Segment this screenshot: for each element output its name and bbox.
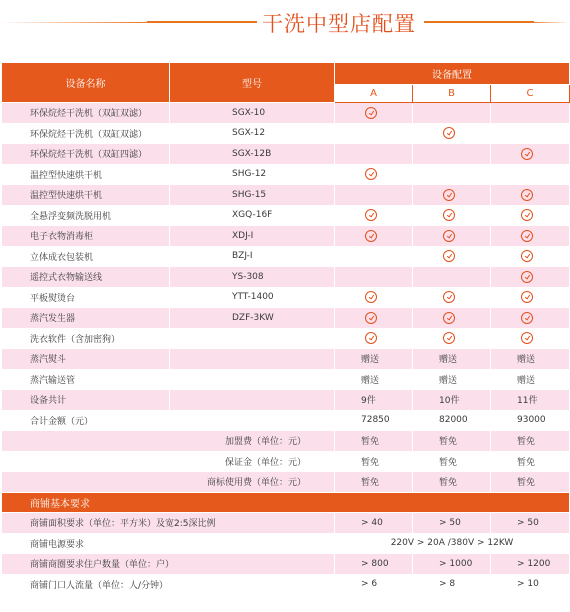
- requirement-value-cell: > 8: [413, 574, 491, 595]
- config-a-cell: [335, 144, 413, 165]
- header-divider-left: [147, 21, 257, 23]
- config-a-cell: [335, 226, 413, 247]
- summary-row: [2, 349, 570, 370]
- config-c-cell: [491, 267, 570, 288]
- config-c-cell: [491, 164, 570, 185]
- equipment-row: [2, 103, 570, 124]
- fee-name-cell: 商标使用费（单位：元）: [2, 472, 335, 493]
- config-b-cell: [413, 185, 491, 206]
- equipment-row: [2, 308, 570, 329]
- header-divider-left-fade: [0, 22, 150, 23]
- config-c-cell: [491, 103, 570, 124]
- empty-model-cell: [170, 410, 335, 431]
- summary-value-cell: 9件: [335, 390, 413, 411]
- config-b-cell: [413, 308, 491, 329]
- check-circle-icon: [365, 291, 377, 303]
- config-a-cell: [335, 103, 413, 124]
- fee-value-cell: 暂免: [491, 472, 570, 493]
- equipment-name-cell: 蒸汽发生器: [2, 308, 170, 329]
- check-circle-icon: [521, 209, 533, 221]
- check-circle-icon: [521, 312, 533, 324]
- config-c-cell: [491, 123, 570, 144]
- summary-value-cell: 93000: [491, 410, 570, 431]
- section-title: 商铺基本要求: [2, 492, 570, 513]
- requirement-value-cell: > 40: [335, 513, 413, 534]
- fee-value-cell: 暂免: [413, 472, 491, 493]
- empty-model-cell: [170, 349, 335, 370]
- check-circle-icon: [521, 271, 533, 283]
- config-b-cell: [413, 103, 491, 124]
- check-circle-icon: [521, 250, 533, 262]
- equipment-row: [2, 246, 570, 267]
- equipment-row: [2, 185, 570, 206]
- config-a-cell: [335, 164, 413, 185]
- summary-value-cell: 赠送: [335, 349, 413, 370]
- requirement-value-cell: > 1000: [413, 554, 491, 575]
- check-circle-icon: [443, 250, 455, 262]
- equipment-name-cell: 洗衣软件（含加密狗）: [2, 328, 170, 349]
- equipment-name-cell: 遥控式衣物输送线: [2, 267, 170, 288]
- equipment-row: [2, 328, 570, 349]
- requirement-row: [2, 554, 570, 575]
- check-circle-icon: [365, 107, 377, 119]
- requirement-name-cell: 商铺商圈要求住户数量（单位：户）: [2, 554, 335, 575]
- config-b-cell: [413, 328, 491, 349]
- model-cell: BZJ-I: [170, 246, 335, 267]
- fee-value-cell: 暂免: [335, 431, 413, 452]
- fee-name-cell: 加盟费（单位：元）: [2, 431, 335, 452]
- summary-name-cell: 蒸汽输送管: [2, 369, 170, 390]
- config-a-cell: [335, 328, 413, 349]
- section-header-row: [2, 492, 570, 513]
- check-circle-icon: [443, 312, 455, 324]
- requirement-row: [2, 533, 570, 554]
- model-cell: SHG-15: [170, 185, 335, 206]
- equipment-name-cell: 环保烷烃干洗机（双缸四滤）: [2, 144, 170, 165]
- requirement-wide-value-cell: 220V > 20A /380V > 12KW: [335, 533, 570, 554]
- check-circle-icon: [521, 189, 533, 201]
- fee-row: [2, 431, 570, 452]
- check-circle-icon: [443, 209, 455, 221]
- model-cell: YS-308: [170, 267, 335, 288]
- summary-value-cell: 赠送: [491, 349, 570, 370]
- model-cell: XDJ-I: [170, 226, 335, 247]
- summary-value-cell: 赠送: [491, 369, 570, 390]
- summary-value-cell: 赠送: [413, 369, 491, 390]
- equipment-name-cell: 环保烷烃干洗机（双缸双滤）: [2, 123, 170, 144]
- check-circle-icon: [521, 230, 533, 242]
- equipment-name-cell: 平板熨烫台: [2, 287, 170, 308]
- check-circle-icon: [365, 332, 377, 344]
- header-config: 设备配置: [335, 63, 570, 85]
- equipment-row: [2, 123, 570, 144]
- check-circle-icon: [365, 312, 377, 324]
- summary-name-cell: 蒸汽熨斗: [2, 349, 170, 370]
- check-circle-icon: [443, 230, 455, 242]
- config-a-cell: [335, 205, 413, 226]
- requirement-value-cell: > 800: [335, 554, 413, 575]
- check-circle-icon: [443, 189, 455, 201]
- fee-name-cell: 保证金（单位：元）: [2, 451, 335, 472]
- page-title: 干洗中型店配置: [262, 12, 416, 36]
- model-cell: YTT-1400: [170, 287, 335, 308]
- check-circle-icon: [443, 332, 455, 344]
- equipment-row: [2, 205, 570, 226]
- config-c-cell: [491, 185, 570, 206]
- requirement-name-cell: 商铺门口人流量（单位：人/分钟）: [2, 574, 335, 595]
- header-divider-right: [424, 21, 534, 23]
- fee-value-cell: 暂免: [491, 451, 570, 472]
- summary-row: [2, 369, 570, 390]
- check-circle-icon: [365, 168, 377, 180]
- config-a-cell: [335, 123, 413, 144]
- model-cell: DZF-3KW: [170, 308, 335, 329]
- empty-model-cell: [170, 390, 335, 411]
- config-b-cell: [413, 123, 491, 144]
- config-c-cell: [491, 246, 570, 267]
- requirement-row: [2, 574, 570, 595]
- equipment-row: [2, 226, 570, 247]
- header-col-a: A: [335, 85, 413, 103]
- header-col-b: B: [413, 85, 491, 103]
- requirement-name-cell: 商铺面积要求（单位：平方米）及宽2:5深比例: [2, 513, 335, 534]
- config-a-cell: [335, 185, 413, 206]
- config-b-cell: [413, 144, 491, 165]
- config-a-cell: [335, 267, 413, 288]
- equipment-name-cell: 温控型快速烘干机: [2, 185, 170, 206]
- summary-value-cell: 10件: [413, 390, 491, 411]
- summary-row: [2, 410, 570, 431]
- check-circle-icon: [521, 148, 533, 160]
- equipment-name-cell: 温控型快速烘干机: [2, 164, 170, 185]
- page-header: [0, 0, 570, 52]
- check-circle-icon: [365, 230, 377, 242]
- equipment-row: [2, 164, 570, 185]
- config-b-cell: [413, 267, 491, 288]
- header-divider-right-fade: [530, 22, 570, 23]
- model-cell: SHG-12: [170, 164, 335, 185]
- model-cell: [170, 328, 335, 349]
- summary-value-cell: 11件: [491, 390, 570, 411]
- config-c-cell: [491, 144, 570, 165]
- model-cell: XGQ-16F: [170, 205, 335, 226]
- fee-value-cell: 暂免: [413, 451, 491, 472]
- summary-value-cell: 赠送: [413, 349, 491, 370]
- summary-row: [2, 390, 570, 411]
- fee-row: [2, 472, 570, 493]
- fee-row: [2, 451, 570, 472]
- header-col-c: C: [491, 85, 570, 103]
- config-b-cell: [413, 205, 491, 226]
- config-a-cell: [335, 246, 413, 267]
- check-circle-icon: [443, 291, 455, 303]
- model-cell: SGX-12B: [170, 144, 335, 165]
- requirement-value-cell: > 6: [335, 574, 413, 595]
- requirement-name-cell: 商铺电源要求: [2, 533, 335, 554]
- config-b-cell: [413, 164, 491, 185]
- equipment-name-cell: 立体成衣包装机: [2, 246, 170, 267]
- config-table: [1, 62, 570, 595]
- equipment-name-cell: 电子衣物消毒柜: [2, 226, 170, 247]
- requirement-value-cell: > 50: [413, 513, 491, 534]
- fee-value-cell: 暂免: [413, 431, 491, 452]
- summary-name-cell: 设备共计: [2, 390, 170, 411]
- config-c-cell: [491, 328, 570, 349]
- equipment-name-cell: 环保烷烃干洗机（双缸双滤）: [2, 103, 170, 124]
- config-c-cell: [491, 308, 570, 329]
- equipment-row: [2, 287, 570, 308]
- summary-value-cell: 72850: [335, 410, 413, 431]
- table-body: [2, 103, 570, 595]
- config-c-cell: [491, 287, 570, 308]
- config-b-cell: [413, 226, 491, 247]
- config-a-cell: [335, 308, 413, 329]
- requirement-value-cell: > 50: [491, 513, 570, 534]
- config-c-cell: [491, 205, 570, 226]
- summary-value-cell: 赠送: [335, 369, 413, 390]
- header-equipment-name: 设备名称: [2, 63, 170, 103]
- config-c-cell: [491, 226, 570, 247]
- model-cell: SGX-12: [170, 123, 335, 144]
- requirement-value-cell: > 1200: [491, 554, 570, 575]
- summary-value-cell: 82000: [413, 410, 491, 431]
- summary-name-cell: 合计金额（元）: [2, 410, 170, 431]
- check-circle-icon: [521, 291, 533, 303]
- requirement-value-cell: > 10: [491, 574, 570, 595]
- table-header-row: [2, 63, 570, 85]
- config-a-cell: [335, 287, 413, 308]
- equipment-row: [2, 267, 570, 288]
- fee-value-cell: 暂免: [491, 431, 570, 452]
- equipment-row: [2, 144, 570, 165]
- check-circle-icon: [521, 332, 533, 344]
- config-b-cell: [413, 287, 491, 308]
- model-cell: SGX-10: [170, 103, 335, 124]
- equipment-name-cell: 全悬浮变频洗脱用机: [2, 205, 170, 226]
- empty-model-cell: [170, 369, 335, 390]
- check-circle-icon: [443, 127, 455, 139]
- header-model: 型号: [170, 63, 335, 103]
- config-b-cell: [413, 246, 491, 267]
- check-circle-icon: [365, 209, 377, 221]
- fee-value-cell: 暂免: [335, 451, 413, 472]
- requirement-row: [2, 513, 570, 534]
- fee-value-cell: 暂免: [335, 472, 413, 493]
